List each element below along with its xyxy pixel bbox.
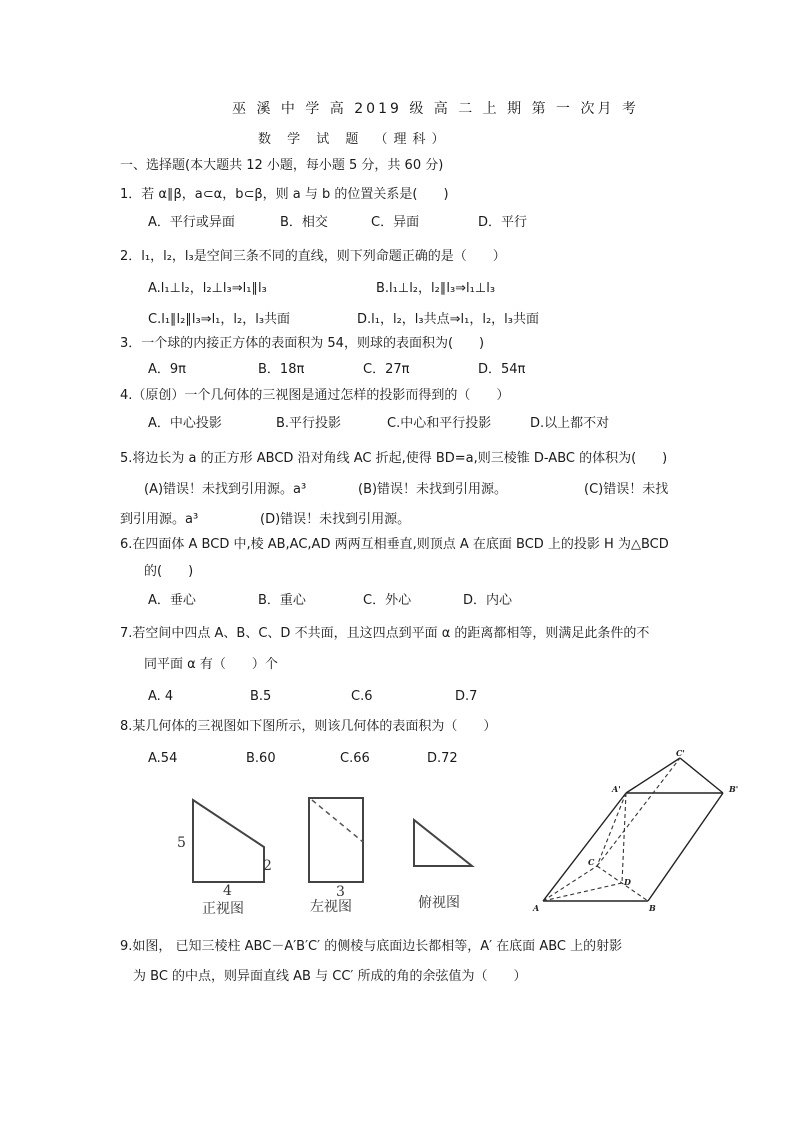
q5-stem: 5.将边长为 a 的正方形 ABCD 沿对角线 AC 折起,使得 BD=a,则三棱锥 D-ABC 的体积为( ) — [120, 451, 668, 466]
prism-label-c1: C' — [676, 748, 685, 758]
q6-stem: 6.在四面体 A BCD 中,棱 AB,AC,AD 两两互相垂直,则顶点 A 在底面 BCD 上的投影 H 为△BCD — [120, 537, 669, 552]
q8-option-d: D.72 — [427, 751, 458, 766]
top-view-shape — [414, 820, 472, 866]
q1-option-a: A．平行或异面 — [148, 215, 235, 230]
q8-stem: 8.某几何体的三视图如下图所示，则该几何体的表面积为（ ） — [120, 719, 497, 734]
q3-option-a: A．9π — [148, 362, 186, 377]
q5-option-c: (C)错误！未找 — [584, 482, 669, 497]
q7-stem-cont: 同平面 α 有（ ）个 — [144, 657, 278, 672]
q2-option-d: D.l₁，l₂，l₃共点⇒l₁，l₂，l₃共面 — [357, 312, 539, 327]
q7-option-d: D.7 — [455, 689, 478, 704]
three-views-figure — [170, 792, 490, 922]
q6-stem-cont: 的( ) — [144, 564, 194, 579]
front-view-caption: 正视图 — [202, 901, 244, 917]
q7-option-c: C.6 — [351, 689, 373, 704]
q6-option-d: D．内心 — [463, 593, 513, 608]
q7-stem: 7.若空间中四点 A、B、C、D 不共面，且这四点到平面 α 的距离都相等，则满足此条件的不 — [120, 626, 650, 641]
q1-option-d: D．平行 — [478, 215, 528, 230]
prism-figure — [530, 748, 770, 918]
q6-option-b: B．重心 — [258, 593, 306, 608]
prism-label-b1: B' — [729, 784, 739, 794]
q7-option-b: B.5 — [250, 689, 272, 704]
q2-option-b: B.l₁⊥l₂，l₂∥l₃⇒l₁⊥l₃ — [376, 281, 496, 296]
side-view-hidden-edge — [312, 800, 363, 842]
side-view-shape — [309, 798, 363, 882]
q3-stem: 3．一个球的内接正方体的表面积为 54，则球的表面积为( ) — [120, 336, 485, 351]
exam-title: 巫 溪 中 学 高 2019 级 高 二 上 期 第 一 次月 考 — [232, 101, 639, 117]
q7-option-a: A. 4 — [148, 689, 174, 704]
side-view-label-3: 3 — [336, 884, 345, 900]
section-heading: 一、选择题(本大题共 12 小题，每小题 5 分，共 60 分) — [120, 158, 444, 173]
q1-stem: 1．若 α∥β，a⊂α，b⊂β，则 a 与 b 的位置关系是( ) — [120, 187, 449, 202]
q5-option-b: (B)错误！未找到引用源。 — [358, 482, 508, 497]
front-view-label-2: 2 — [263, 858, 272, 874]
front-view-label-4: 4 — [223, 883, 232, 899]
exam-subtitle: 数 学 试 题 （理科） — [258, 132, 451, 147]
prism-label-b: B — [649, 903, 656, 913]
q5-option-c-cont: 到引用源。a³ — [120, 512, 199, 527]
q8-option-a: A.54 — [148, 751, 178, 766]
q2-option-c: C.l₁∥l₂∥l₃⇒l₁，l₂，l₃共面 — [148, 312, 291, 327]
q8-option-b: B.60 — [246, 751, 276, 766]
front-view-label-5: 5 — [177, 835, 186, 851]
q5-option-a: (A)错误！未找到引用源。a³ — [144, 482, 307, 497]
q5-option-d: (D)错误！未找到引用源。 — [260, 512, 411, 527]
prism-label-a: A — [533, 903, 540, 913]
q4-option-a: A．中心投影 — [148, 416, 222, 431]
prism-label-c: C — [588, 857, 595, 867]
q8-option-c: C.66 — [340, 751, 370, 766]
q6-option-c: C．外心 — [363, 593, 412, 608]
side-view-caption: 左视图 — [310, 899, 352, 915]
q2-option-a: A.l₁⊥l₂，l₂⊥l₃⇒l₁∥l₃ — [148, 281, 267, 296]
q3-option-c: C．27π — [363, 362, 410, 377]
q9-stem-cont: 为 BC 的中点，则异面直线 AB 与 CC′ 所成的角的余弦值为（ ） — [133, 969, 527, 984]
q6-option-a: A．垂心 — [148, 593, 196, 608]
q4-option-c: C.中心和平行投影 — [387, 416, 492, 431]
q4-stem: 4.（原创）一个几何体的三视图是通过怎样的投影而得到的（ ） — [120, 388, 510, 403]
q3-option-d: D．54π — [478, 362, 526, 377]
q3-option-b: B．18π — [258, 362, 305, 377]
top-view-caption: 俯视图 — [418, 895, 460, 911]
q4-option-d: D.以上都不对 — [530, 416, 610, 431]
q1-option-c: C．异面 — [371, 215, 420, 230]
front-view-shape — [193, 800, 264, 882]
prism-label-d: D — [624, 877, 631, 887]
q4-option-b: B.平行投影 — [276, 416, 342, 431]
q1-option-b: B．相交 — [280, 215, 328, 230]
q9-stem: 9.如图， 已知三棱柱 ABC－A′B′C′ 的侧棱与底面边长都相等，A′ 在底面 ABC 上的射影 — [120, 939, 623, 954]
prism-label-a1: A' — [612, 784, 621, 794]
q2-stem: 2．l₁，l₂，l₃是空间三条不同的直线，则下列命题正确的是（ ） — [120, 249, 506, 264]
